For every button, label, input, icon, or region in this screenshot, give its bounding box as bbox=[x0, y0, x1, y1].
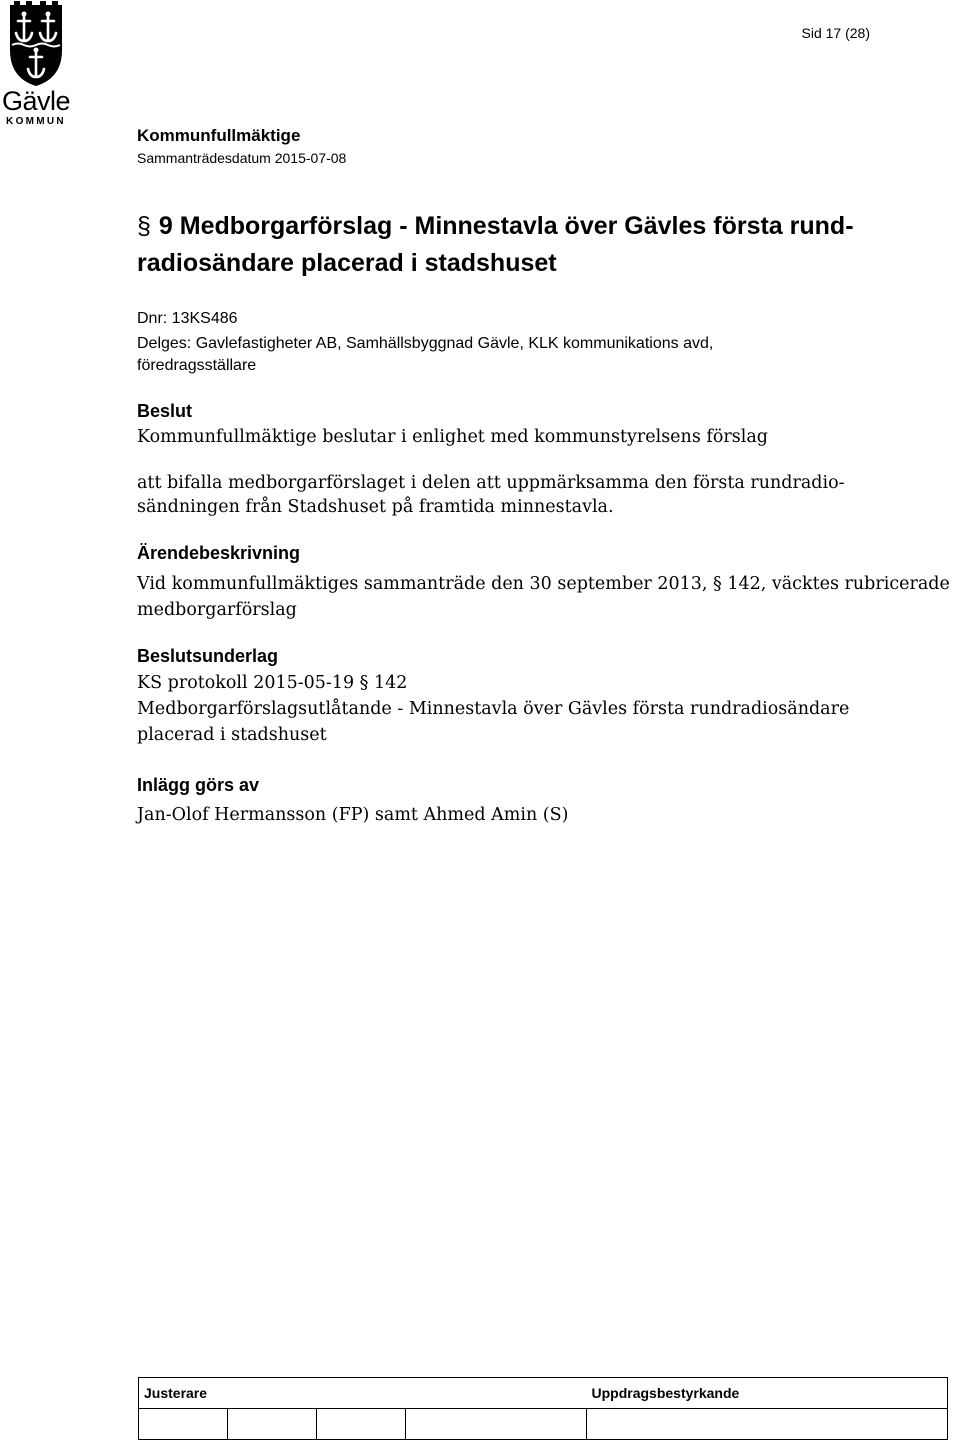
arendebeskrivning-line-1: Vid kommunfullmäktiges sammanträde den 30 september 2013, § 142, väcktes rubricerade bbox=[137, 574, 950, 594]
meeting-body: Kommunfullmäktige bbox=[137, 126, 301, 145]
item-title bbox=[137, 208, 917, 282]
item-title-line-2: radiosändare placerad i stadshuset bbox=[137, 249, 557, 277]
item-title-text-1: 9 Medborgarförslag - Minnestavla över Gävles första rund- bbox=[158, 212, 854, 240]
logo-wordmark: Gävle bbox=[1, 86, 71, 116]
meeting-date: Sammanträdesdatum 2015-07-08 bbox=[137, 150, 347, 166]
delges-line-1: Delges: Gavlefastigheter AB, Samhällsbyggnad Gävle, KLK kommunikations avd, bbox=[137, 335, 714, 352]
inlagg-line-1: Jan-Olof Hermansson (FP) samt Ahmed Amin (S) bbox=[137, 805, 569, 825]
section-sign: § bbox=[137, 212, 151, 240]
beslutsunderlag-line-2: Medborgarförslagsutlåtande - Minnestavla över Gävles första rundradiosändare bbox=[137, 699, 850, 719]
arendebeskrivning-heading: Ärendebeskrivning bbox=[137, 543, 301, 563]
item-title-line-1 bbox=[137, 208, 917, 245]
dnr: Dnr: 13KS486 bbox=[137, 310, 238, 327]
signature-box-2 bbox=[228, 1409, 317, 1440]
coat-of-arms-icon bbox=[0, 0, 72, 90]
uppdragsbestyrkande-label: Uppdragsbestyrkande bbox=[587, 1378, 948, 1409]
beslut-line-3: sändningen från Stadshuset på framtida minnestavla. bbox=[137, 497, 614, 517]
beslutsunderlag-line-3: placerad i stadshuset bbox=[137, 725, 327, 745]
inlagg-heading: Inlägg görs av bbox=[137, 775, 260, 795]
page-number: Sid 17 (28) bbox=[801, 25, 870, 41]
beslutsunderlag-line-1: KS protokoll 2015-05-19 § 142 bbox=[137, 673, 408, 693]
signature-box-5 bbox=[587, 1409, 948, 1440]
beslut-line-2: att bifalla medborgarförslaget i delen att uppmärksamma den första rundradio- bbox=[137, 473, 845, 493]
beslutsunderlag-heading: Beslutsunderlag bbox=[137, 646, 279, 666]
delges-line-2: föredragsställare bbox=[137, 357, 257, 374]
beslut-heading: Beslut bbox=[137, 401, 193, 421]
signature-box-4 bbox=[406, 1409, 587, 1440]
signature-table bbox=[138, 1377, 948, 1440]
signature-box-1 bbox=[139, 1409, 228, 1440]
logo-subtitle: KOMMUN bbox=[6, 116, 66, 127]
arendebeskrivning-line-2: medborgarförslag bbox=[137, 600, 297, 620]
beslut-line-1: Kommunfullmäktige beslutar i enlighet med kommunstyrelsens förslag bbox=[137, 427, 768, 447]
justerare-label: Justerare bbox=[139, 1378, 587, 1409]
signature-box-3 bbox=[317, 1409, 406, 1440]
